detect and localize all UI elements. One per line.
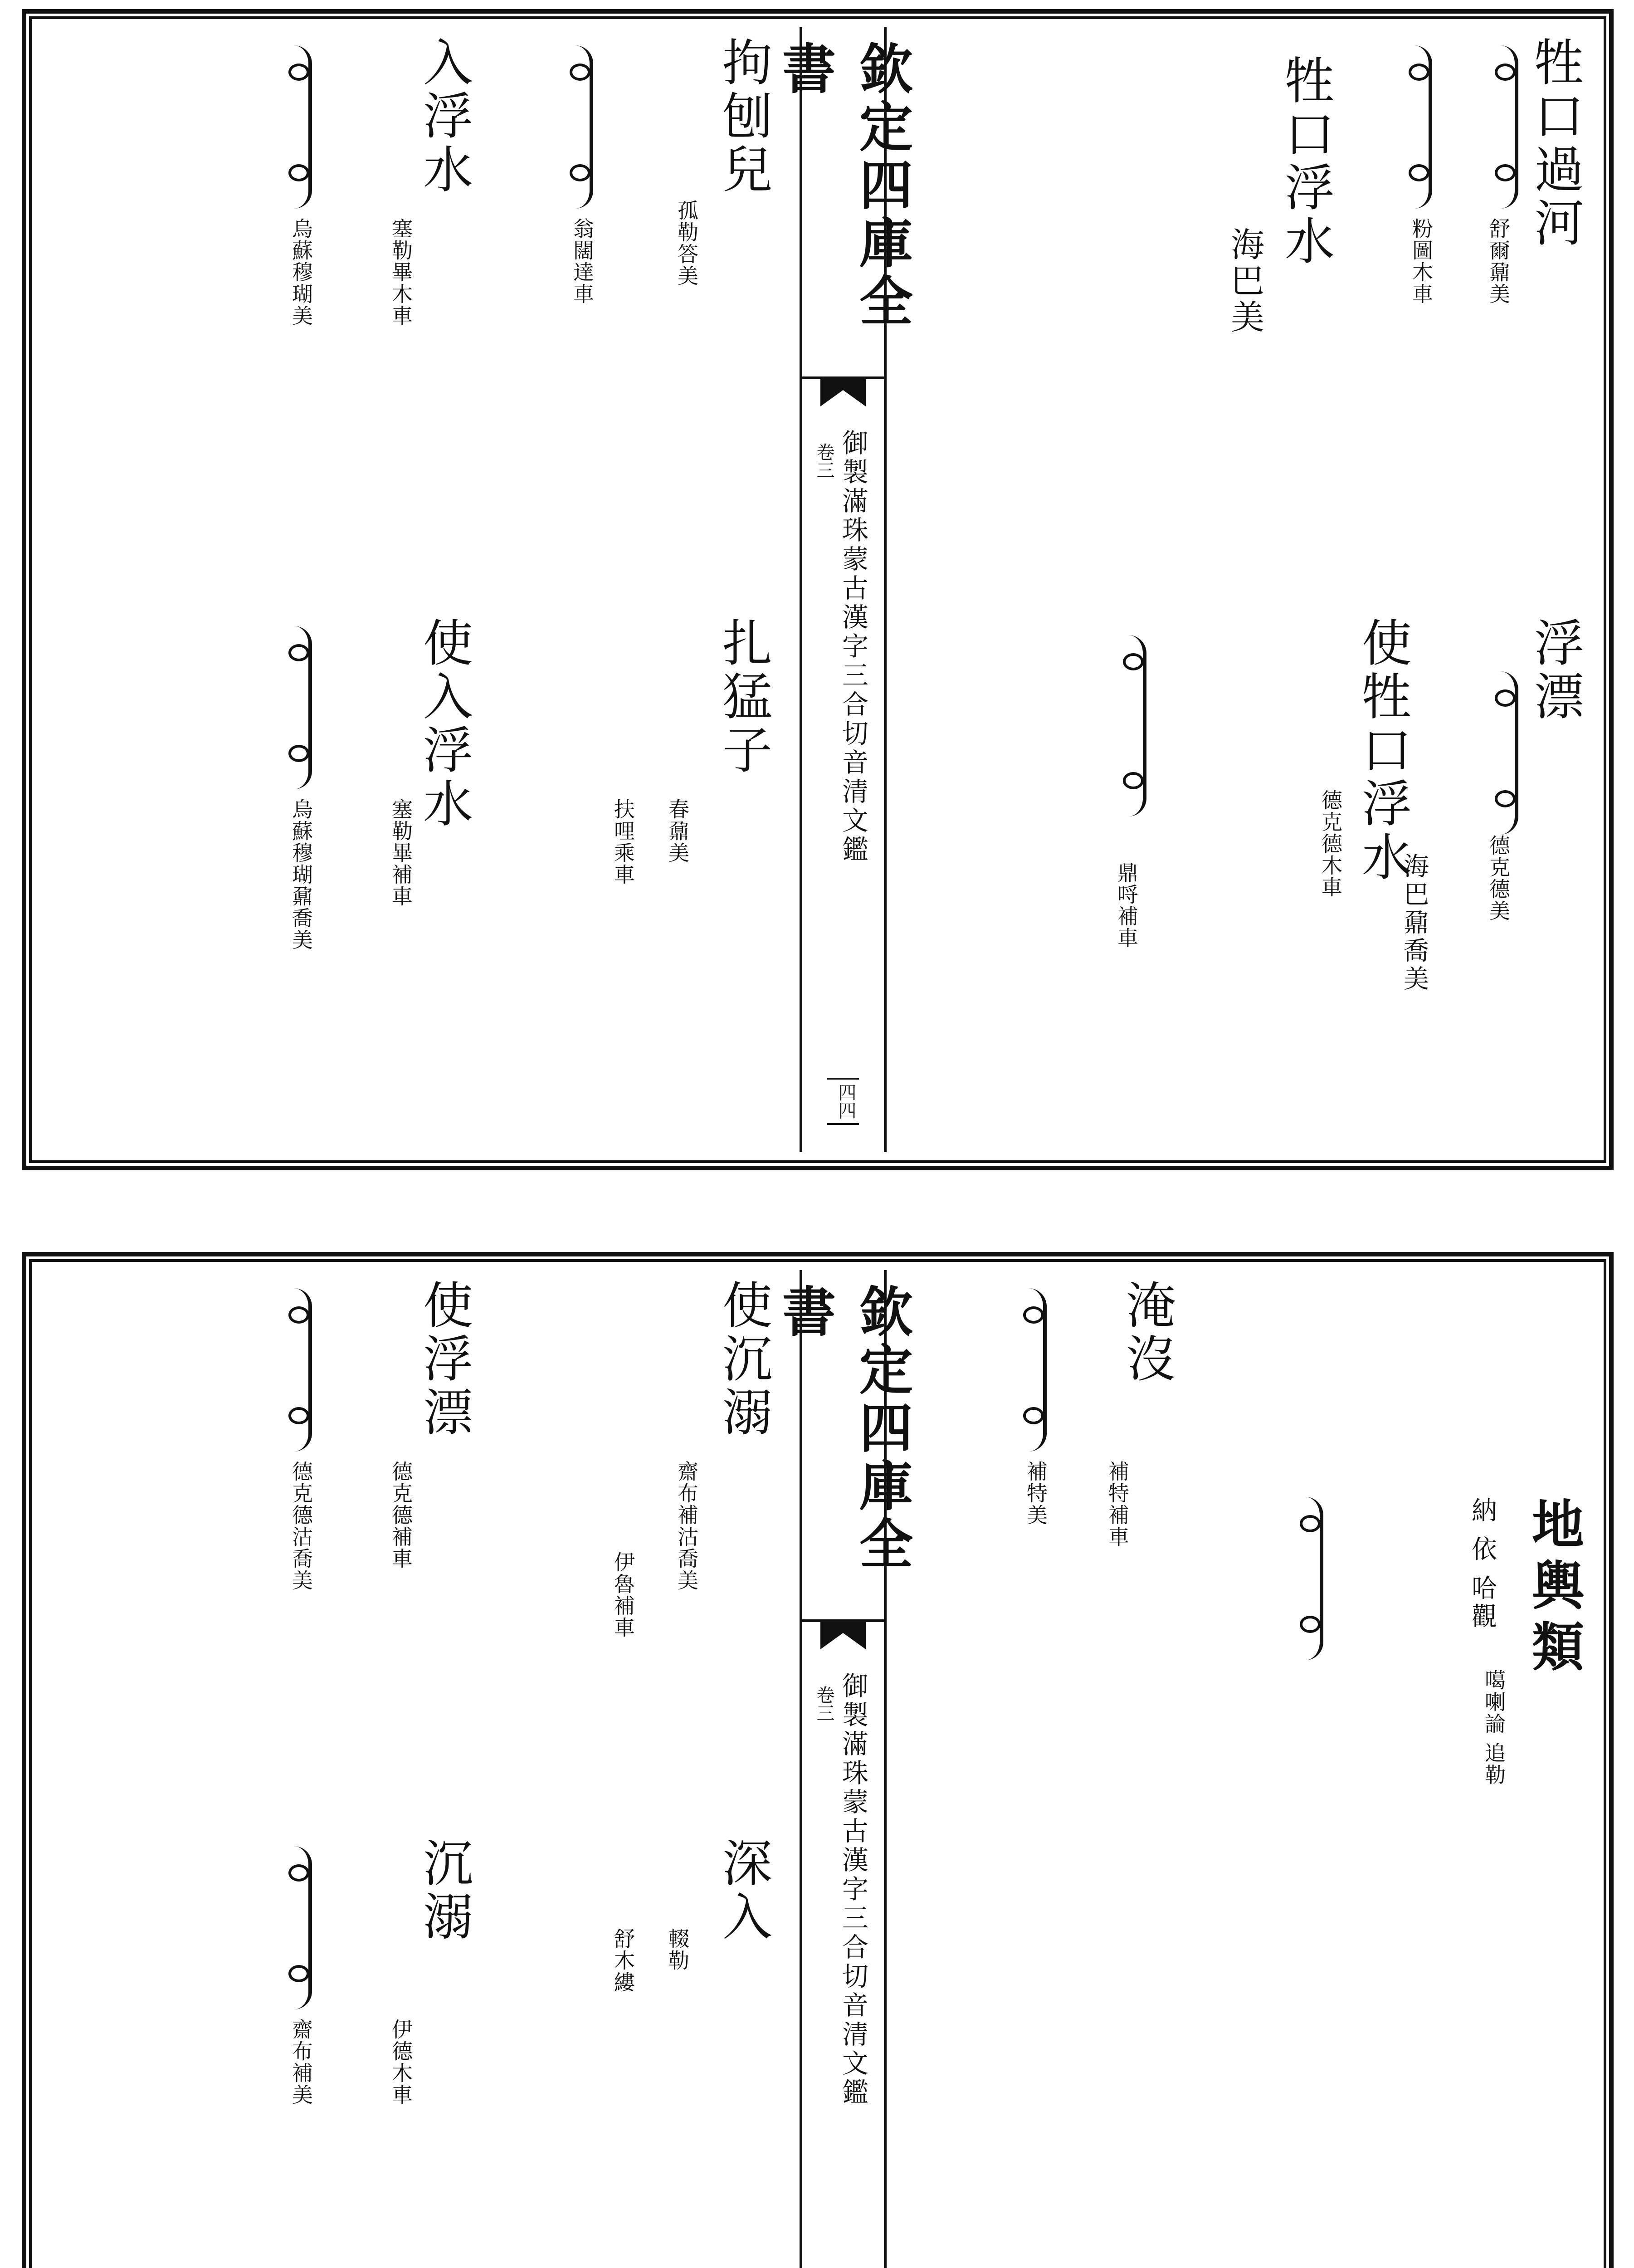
sheet-title: 御製滿珠蒙古漢字三合切音清文鑑 xyxy=(838,429,868,865)
entry-headword: 沉溺 xyxy=(415,1837,473,1944)
entry xyxy=(203,1279,413,1823)
entry-gloss: 德克德美 xyxy=(1486,835,1511,922)
entry-gloss: 扶哩乘車 xyxy=(611,798,635,885)
entry-gloss: 烏蘇穆瑚美 xyxy=(289,218,313,327)
entry xyxy=(938,1279,1130,1823)
entry-headword: 使沉溺 xyxy=(714,1279,772,1440)
entry-gloss: 伊魯補車 xyxy=(611,1551,635,1638)
entry xyxy=(348,617,484,1070)
entry-gloss: 噶喇論 追勒 xyxy=(1482,1669,1506,1786)
entry-gloss: 齋布補沽喬美 xyxy=(674,1461,699,1591)
left-half xyxy=(40,1270,793,2268)
entry-headword: 扎猛子 xyxy=(714,617,772,777)
entry xyxy=(348,1279,484,1823)
bottom-page xyxy=(22,1252,1614,2268)
book-title: 欽定四庫全書 xyxy=(773,41,913,331)
manchu-script-icon xyxy=(1297,1497,1323,1660)
page-number: 四四 xyxy=(827,1078,859,1125)
entry-headword: 入浮水 xyxy=(415,36,473,197)
manchu-script-icon xyxy=(286,626,312,789)
entry xyxy=(648,36,784,581)
entry-gloss: 春鼐美 xyxy=(665,798,690,864)
entry-gloss: 粉圖木車 xyxy=(1409,218,1434,305)
left-half xyxy=(40,27,793,1152)
sheet-title: 御製滿珠蒙古漢字三合切音清文鑑 xyxy=(838,1672,868,2107)
right-half xyxy=(843,27,1595,1152)
entry-headword: 浮漂 xyxy=(1526,617,1584,724)
entry-gloss: 德克德木車 xyxy=(1318,789,1343,898)
manchu-script-icon xyxy=(1492,45,1518,209)
entry-gloss: 德克德沽喬美 xyxy=(289,1461,313,1591)
entry-gloss: 孤勒答美 xyxy=(674,200,699,287)
entry xyxy=(203,36,413,581)
entry xyxy=(1459,617,1595,1070)
right-half xyxy=(843,1270,1595,2268)
entry xyxy=(611,617,784,1070)
entry-headword: 牲口浮水 xyxy=(1277,54,1335,269)
entry-gloss: 齋布補美 xyxy=(289,2019,313,2106)
entry-gloss: 烏蘇穆瑚鼐喬美 xyxy=(289,798,313,951)
entry xyxy=(1029,617,1165,1070)
entry-headword: 深入 xyxy=(714,1837,772,1944)
category-heading: 地輿類 xyxy=(1523,1497,1584,1681)
entry xyxy=(348,1837,484,2268)
entry-gloss: 補特美 xyxy=(1024,1461,1048,1526)
entry xyxy=(1215,1488,1351,2032)
entry xyxy=(1210,54,1346,599)
volume-label: 卷三 xyxy=(814,443,834,479)
entry xyxy=(1459,1497,1595,2041)
entry-translit: 海巴鼐喬美 xyxy=(1400,853,1429,993)
entry-gloss: 舒爾鼐美 xyxy=(1486,218,1511,305)
entry xyxy=(1459,36,1595,581)
entry xyxy=(203,617,413,1070)
entry-gloss: 輟勒 xyxy=(665,1928,690,1971)
book-title: 欽定四庫全書 xyxy=(773,1284,913,1574)
entry xyxy=(611,1837,784,2268)
manchu-script-icon xyxy=(1020,1288,1047,1452)
entry-gloss: 翁闊達車 xyxy=(570,218,595,305)
entry-translit: 納 依 哈觀 xyxy=(1468,1497,1497,1631)
entry-headword: 牲口過河 xyxy=(1526,36,1584,250)
entry xyxy=(611,1279,784,1823)
entry xyxy=(1287,617,1429,1070)
entry-gloss: 補特補車 xyxy=(1105,1461,1130,1548)
entry-gloss: 伊德木車 xyxy=(389,2019,413,2106)
entry-gloss: 舒木縷 xyxy=(611,1928,635,1993)
manchu-script-icon xyxy=(567,45,593,209)
entry-headword: 淹沒 xyxy=(1118,1279,1176,1386)
entry-headword: 使入浮水 xyxy=(415,617,473,831)
entry-headword: 拘刨兒 xyxy=(714,36,772,197)
manchu-script-icon xyxy=(286,1846,312,2009)
manchu-script-icon xyxy=(1120,635,1146,816)
entry-translit: 海巴美 xyxy=(1225,227,1264,336)
manchu-script-icon xyxy=(1406,45,1432,209)
top-page xyxy=(22,9,1614,1170)
entry-headword: 使牲口浮水 xyxy=(1354,617,1412,885)
entry xyxy=(484,36,620,581)
entry-headword: 使浮漂 xyxy=(415,1279,473,1440)
entry xyxy=(203,1837,413,2268)
entry-gloss: 德克德補車 xyxy=(389,1461,413,1569)
manchu-script-icon xyxy=(1492,671,1518,835)
entry xyxy=(348,36,484,581)
volume-label: 卷三 xyxy=(814,1686,834,1722)
entry-gloss: 塞勒畢木車 xyxy=(389,218,413,327)
entry-gloss: 鼎哷補車 xyxy=(1114,862,1139,949)
manchu-script-icon xyxy=(286,1288,312,1452)
entry-gloss: 塞勒畢補車 xyxy=(389,798,413,907)
manchu-script-icon xyxy=(286,45,312,209)
